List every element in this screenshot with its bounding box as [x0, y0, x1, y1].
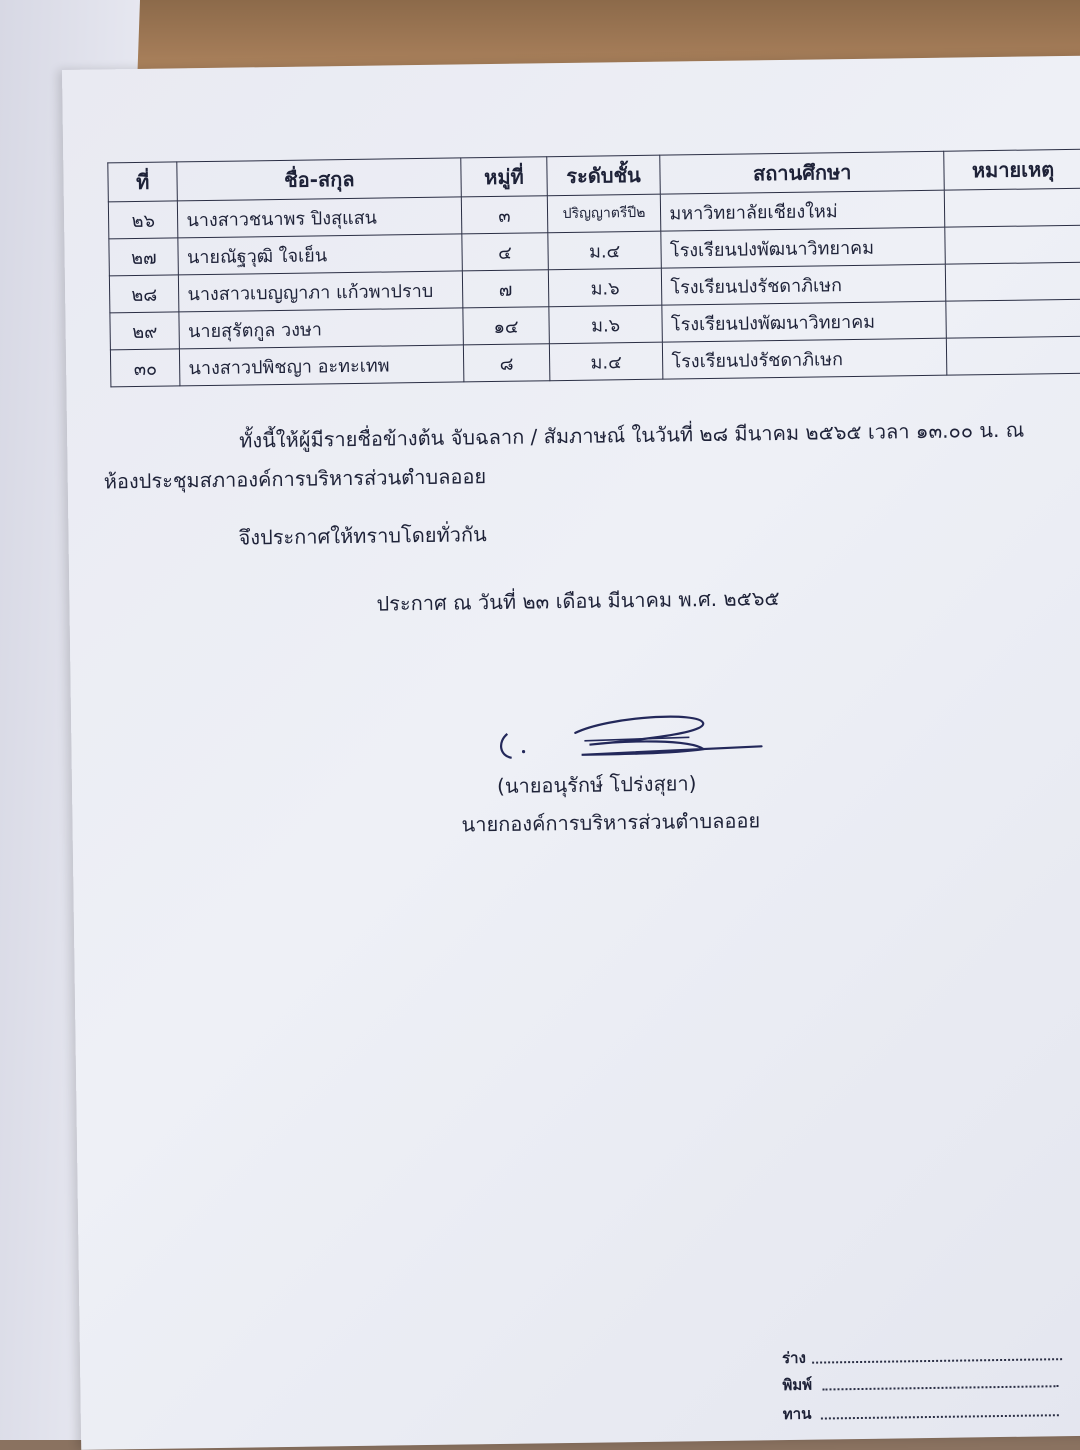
- row-name: นางสาวเบญญาภา แก้วพาปราบ: [179, 271, 463, 312]
- row-name: นายณัฐวุฒิ ใจเย็น: [178, 234, 462, 275]
- row-school: โรงเรียนปงรัชดาภิเษก: [662, 264, 946, 305]
- row-number: ๒๖: [108, 201, 178, 239]
- row-note: [946, 336, 1080, 375]
- row-village: ๘: [464, 344, 550, 382]
- row-note: [944, 188, 1080, 227]
- row-note: [946, 299, 1080, 338]
- row-village: ๑๔: [463, 307, 549, 345]
- header-school: สถานศึกษา: [660, 151, 944, 194]
- row-village: ๗: [463, 270, 549, 308]
- row-name: นางสาวชนาพร ปิงสุแสน: [178, 197, 462, 238]
- row-level: ม.๔: [547, 231, 661, 270]
- row-number: ๒๘: [109, 275, 179, 313]
- row-number: ๒๗: [109, 238, 179, 276]
- footer-draft-label: ร่าง: [781, 1348, 806, 1368]
- header-number: ที่: [108, 162, 178, 202]
- footer-print-label: พิมพ์: [782, 1375, 813, 1395]
- footer-print-line: [822, 1385, 1058, 1390]
- signature-mark: [489, 708, 770, 782]
- footer-check-label: ทาน: [782, 1404, 812, 1424]
- row-village: ๔: [462, 233, 548, 271]
- row-school: โรงเรียนปงพัฒนาวิทยาคม: [662, 301, 946, 342]
- row-number: ๒๙: [110, 312, 180, 350]
- header-name: ชื่อ-สกุล: [177, 158, 461, 201]
- row-school: โรงเรียนปงรัชดาภิเษก: [663, 338, 947, 379]
- date-line: ประกาศ ณ วันที่ ๒๓ เดือน มีนาคม พ.ศ. ๒๕๖๕: [376, 586, 780, 616]
- row-level: ม.๖: [549, 305, 663, 344]
- body-paragraph-line2: ห้องประชุมสภาองค์การบริหารส่วนตำบลออย: [103, 464, 487, 494]
- row-level: ปริญญาตรีปี๒: [547, 194, 661, 233]
- header-village: หมู่ที่: [461, 157, 547, 197]
- footer-draft-line: [812, 1358, 1062, 1363]
- body-paragraph-line1: ทั้งนี้ให้ผู้มีรายชื่อข้างต้น จับฉลาก / สัมภาษณ์ ในวันที่ ๒๘ มีนาคม ๒๕๖๕ เวลา ๑๓.๐๐ น. ณ: [239, 417, 1025, 453]
- row-level: ม.๔: [549, 342, 663, 381]
- row-village: ๓: [461, 196, 547, 234]
- header-note: หมายเหตุ: [944, 149, 1080, 190]
- footer-check-line: [821, 1414, 1059, 1419]
- row-note: [945, 262, 1080, 301]
- row-school: มหาวิทยาลัยเชียงใหม่: [661, 190, 945, 231]
- row-school: โรงเรียนปงพัฒนาวิทยาคม: [661, 227, 945, 268]
- row-name: นายสุรัตกูล วงษา: [179, 308, 463, 349]
- signatory-name: (นายอนุรักษ์ โปร่งสุยา): [496, 771, 697, 798]
- row-note: [945, 225, 1080, 264]
- announce-text: จึงประกาศให้ทราบโดยทั่วกัน: [238, 522, 487, 550]
- row-level: ม.๖: [548, 268, 662, 307]
- row-name: นางสาวปพิชญา อะทะเทพ: [180, 345, 464, 386]
- signatory-position: นายกองค์การบริหารส่วนตำบลออย: [461, 808, 761, 837]
- row-number: ๓๐: [110, 349, 180, 387]
- student-table: [107, 149, 1080, 388]
- document-page: [62, 56, 1080, 1450]
- header-level: ระดับชั้น: [546, 155, 660, 196]
